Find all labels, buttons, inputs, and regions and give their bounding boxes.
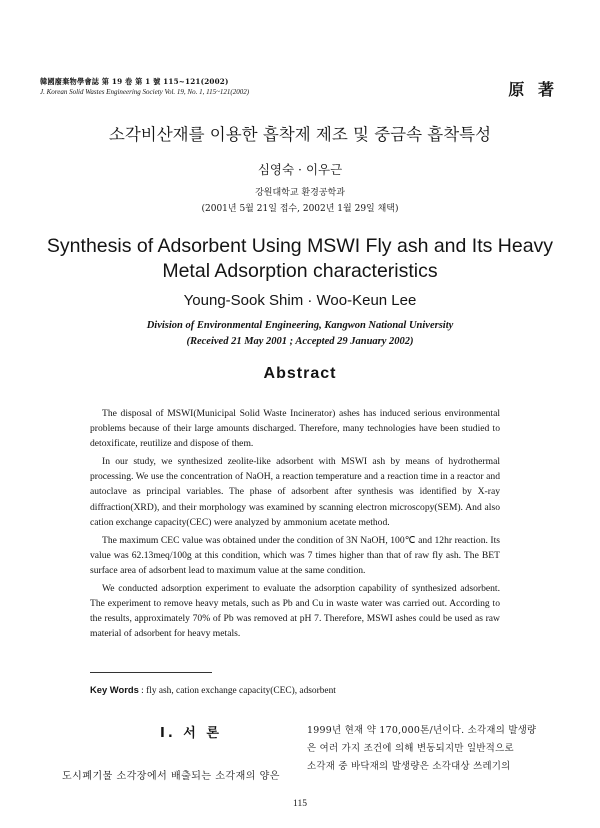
authors-korean: 심영숙 · 이우근: [257, 162, 343, 177]
keywords-text: : fly ash, cation exchange capacity(CEC), adsorbent: [138, 686, 336, 696]
divider-rule: [90, 672, 212, 673]
abstract-paragraph: The disposal of MSWI(Municipal Solid Waste Incinerator) ashes has induced serious environmental problems because of their large amounts discharged. Therefore, many technologies have been studied to detoxificate, reutilize and dispose of them.: [90, 408, 500, 450]
keywords-line: [90, 684, 336, 696]
journal-korean-line: 韓國廢棄物學會誌 第 19 卷 第 1 號 115~121(2002): [40, 77, 229, 86]
title-korean: 소각비산재를 이용한 흡착제 제조 및 중금속 흡착특성: [108, 125, 492, 144]
affiliation-korean: 강원대학교 환경공학과: [255, 188, 345, 198]
abstract-paragraph: We conducted adsorption experiment to evaluate the adsorption capability of synthesized adsorbent. The experiment to remove heavy metals, such as Pb and Cu in waste water was carried out. According to the results, approximately 70% of Pb was removed at pH 7. Therefore, MSWI ashes could be used as raw material of adsorbent for heavy metals.: [90, 583, 500, 640]
affiliation-english: Division of Environmental Engineering, Kangwon National University: [146, 320, 454, 331]
right-column-line: 소각재 중 바닥재의 발생량은 소각대상 쓰레기의: [307, 761, 511, 772]
right-column-text: [307, 722, 539, 776]
authors-english: Young-Sook Shim · Woo-Keun Lee: [183, 292, 417, 309]
article-type-badge: 原 著: [508, 80, 558, 99]
dates-english: (Received 21 May 2001 ; Accepted 29 January 2002): [186, 336, 414, 347]
abstract-body: [90, 406, 500, 644]
abstract-heading: Abstract: [263, 365, 337, 382]
keywords-label: Key Words: [90, 684, 139, 695]
left-column-text: 도시폐기물 소각장에서 배출되는 소각재의 양은: [62, 771, 280, 782]
journal-english-line: J. Korean Solid Wastes Engineering Society Vol. 19, No. 1, 115~121(2002): [40, 88, 250, 96]
affiliation-english-block: [0, 318, 600, 350]
dates-korean: (2001년 5월 21일 접수, 2002년 1월 29일 채택): [201, 204, 399, 214]
abstract-paragraph: The maximum CEC value was obtained under the condition of 3N NaOH, 100℃ and 12hr reaction. Its value was 62.13meq/100g at this condition, which was 7 times higher than that of raw fly ash. The BET surface area of adsorbent lead to maximum value at the same condition.: [90, 534, 500, 576]
title-english: [0, 234, 600, 284]
right-column-line: 1999년 현재 약 170,000톤/년이다. 소각재의 발생량: [307, 725, 537, 736]
abstract-paragraph: In our study, we synthesized zeolite-like adsorbent with MSWI ash by means of hydrothermal processing. We use the concentration of NaOH, a reaction temperature and a reaction time in a reactor and autoclave as principal variables. The phase of adsorbent after synthesis was identified by X-ray diffraction(XRD), and their morphology was examined by scanning electron microscopy(SEM). And also cation exchange capacity(CEC) were analyzed by ammonium acetate method.: [90, 456, 500, 528]
title-english-line-1: Synthesis of Adsorbent Using MSWI Fly ash and Its Heavy: [46, 235, 554, 257]
section-heading-introduction: Ⅰ. 서 론: [160, 726, 222, 741]
right-column-line: 은 여러 가지 조건에 의해 변동되지만 일반적으로: [307, 743, 514, 754]
page-number: 115: [293, 799, 307, 809]
title-english-line-2: Metal Adsorption characteristics: [162, 260, 438, 282]
